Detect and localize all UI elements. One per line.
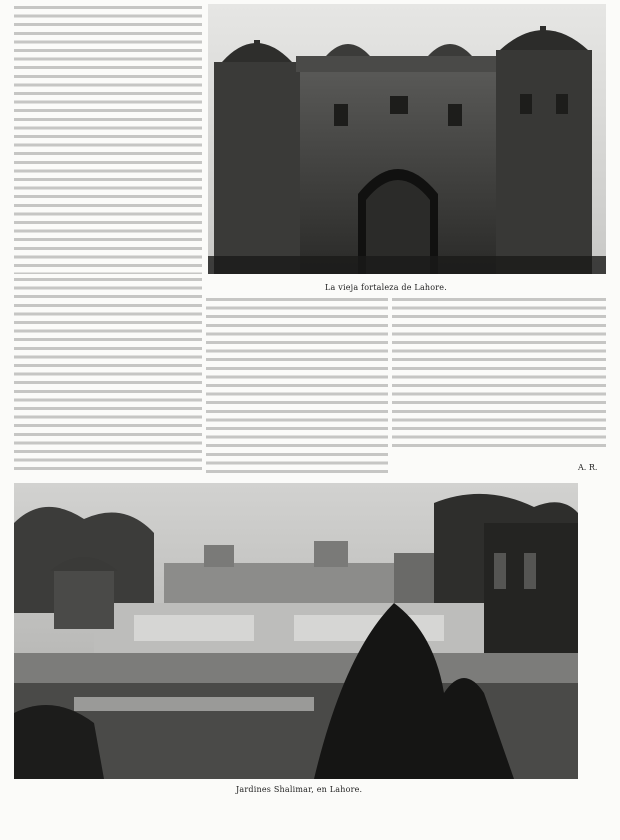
fortress-photo	[208, 4, 606, 274]
body-text-lines	[206, 298, 388, 474]
body-text-column-2	[206, 298, 388, 474]
shalimar-photo-caption: Jardines Shalimar, en Lahore.	[236, 785, 363, 794]
body-text-lines	[14, 6, 202, 274]
body-text-lines	[392, 298, 606, 448]
body-text-column-3	[392, 298, 606, 448]
body-text-lines	[14, 278, 202, 474]
body-text-column-top-left	[14, 6, 202, 274]
author-signature: A. R.	[578, 463, 598, 472]
fortress-photo-caption: La vieja fortaleza de Lahore.	[325, 283, 447, 292]
body-text-column-1	[14, 278, 202, 474]
shalimar-gardens-photo	[14, 483, 578, 779]
